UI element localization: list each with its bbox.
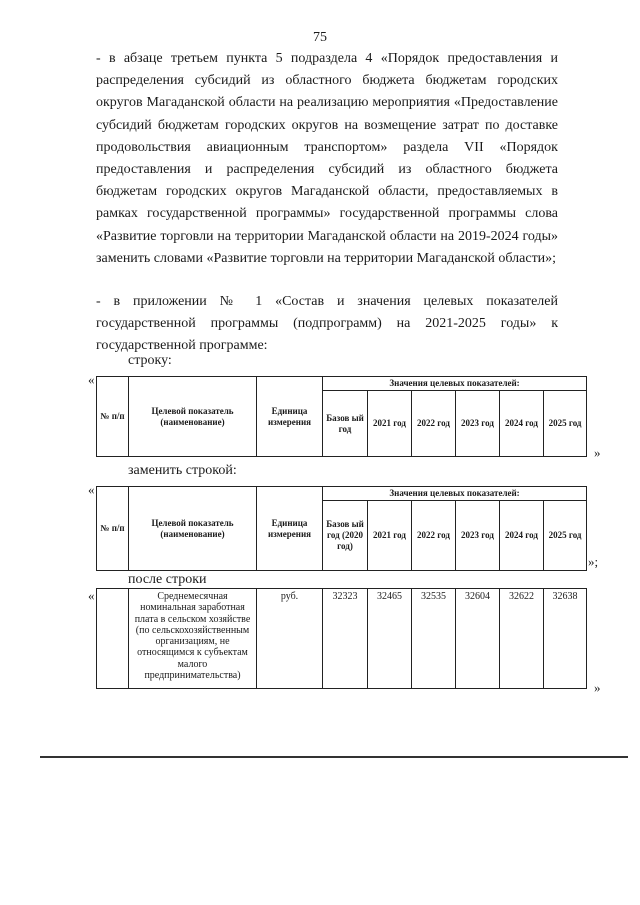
label-after: после строки bbox=[128, 572, 207, 587]
quote-close-1: » bbox=[594, 445, 601, 460]
header-base-year: Базов ый год (2020 год) bbox=[323, 501, 368, 571]
header-year: 2023 год bbox=[456, 501, 500, 571]
row-num bbox=[97, 589, 129, 689]
row-value: 32535 bbox=[412, 589, 456, 689]
header-unit: Единица измерения bbox=[257, 377, 323, 457]
amendment-paragraph-1: - в абзаце третьем пункта 5 подраздела 4 «Порядок предоставления и распределения субсидий из областного бюджета бюджетам городских округов Магаданской области на реализацию мероприятия «Предоставление субсидий бюджетам городских округов на возмещение затрат по доставке продовольствия авиационным транспортом» раздела VII «Порядок предоставления и распределения субсидий из областного бюджета бюджетам городских округов Магаданской области, предоставляемых в рамках государственной программы» государственной программы слова «Развитие торговли на территории Магаданской области на 2019-2024 годы» заменить словами «Развитие торговли на территории Магаданской области»; bbox=[96, 51, 558, 266]
footer-divider bbox=[40, 756, 628, 758]
header-indicator: Целевой показатель (наименование) bbox=[129, 377, 257, 457]
indicator-table-header-new bbox=[96, 486, 587, 571]
header-values: Значения целевых показателей: bbox=[323, 377, 587, 391]
header-year: 2025 год bbox=[544, 501, 587, 571]
row-value: 32638 bbox=[544, 589, 587, 689]
header-num: № п/п bbox=[97, 487, 129, 571]
header-base-year: Базов ый год bbox=[323, 391, 368, 457]
row-unit: руб. bbox=[257, 589, 323, 689]
amendment-paragraph-2: - в приложении № 1 «Состав и значения целевых показателей государственной программы (подпрограмм) на 2021-2025 годы» к государственной программе: bbox=[96, 294, 558, 354]
quote-open-1: « bbox=[88, 372, 95, 387]
header-year: 2021 год bbox=[368, 391, 412, 457]
row-value: 32622 bbox=[500, 589, 544, 689]
header-year: 2025 год bbox=[544, 391, 587, 457]
quote-open-3: « bbox=[88, 588, 95, 603]
row-value: 32465 bbox=[368, 589, 412, 689]
header-num: № п/п bbox=[97, 377, 129, 457]
indicator-table-header-old bbox=[96, 376, 587, 457]
quote-open-2: « bbox=[88, 482, 95, 497]
header-year: 2021 год bbox=[368, 501, 412, 571]
header-year: 2023 год bbox=[456, 391, 500, 457]
header-year: 2022 год bbox=[412, 501, 456, 571]
header-unit: Единица измерения bbox=[257, 487, 323, 571]
label-replace: заменить строкой: bbox=[128, 463, 237, 478]
quote-close-2: »; bbox=[588, 554, 599, 569]
row-indicator: Среднемесячная номинальная заработная плата в сельском хозяйстве (по сельскохозяйственным организациям, не относящимся к субъектам малого предпринимательства) bbox=[129, 589, 257, 689]
header-year: 2024 год bbox=[500, 501, 544, 571]
table-row bbox=[97, 589, 587, 689]
row-value: 32323 bbox=[323, 589, 368, 689]
header-indicator: Целевой показатель (наименование) bbox=[129, 487, 257, 571]
label-row: строку: bbox=[128, 353, 172, 368]
header-values: Значения целевых показателей: bbox=[323, 487, 587, 501]
row-value: 32604 bbox=[456, 589, 500, 689]
header-year: 2022 год bbox=[412, 391, 456, 457]
indicator-table-row bbox=[96, 588, 587, 689]
page-number: 75 bbox=[313, 30, 327, 45]
quote-close-3: » bbox=[594, 680, 601, 695]
header-year: 2024 год bbox=[500, 391, 544, 457]
